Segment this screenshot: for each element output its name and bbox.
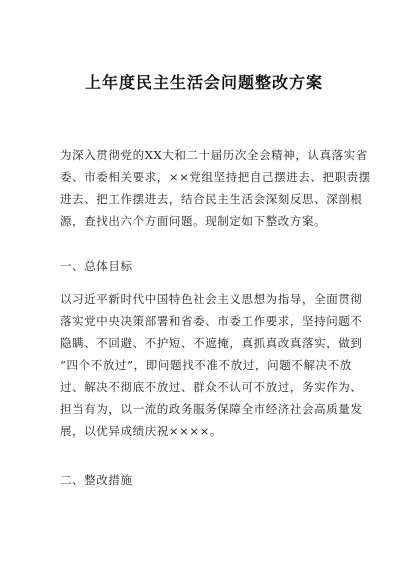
goals-line: “四个不放过”，即问题找不准不放过，问题不解决不放 <box>60 358 352 372</box>
goals-line: 隐瞒、不回避、不护短、不遮掩，真抓真改真落实，做到 <box>60 336 363 350</box>
goals-line: 落实党中央决策部署和省委、市委工作要求，坚持问题不 <box>60 314 363 328</box>
section-heading-measures: 二、整改措施 <box>60 473 133 487</box>
goals-line: 担当有为，以一流的政务服务保障全市经济社会高质量发 <box>60 402 363 416</box>
intro-paragraph <box>60 144 371 232</box>
intro-line: 源，查找出六个方面问题。现制定如下整改方案。 <box>60 214 327 228</box>
intro-line: 为深入贯彻党的XX大和二十届历次全会精神，认真落实省 <box>60 148 368 162</box>
section-heading-goals: 一、总体目标 <box>60 259 133 273</box>
goals-paragraph <box>60 288 363 442</box>
goals-line: 以习近平新时代中国特色社会主义思想为指导，全面贯彻 <box>60 292 363 306</box>
goals-line: 过、解决不彻底不放过、群众不认可不放过，务实作为、 <box>60 380 363 394</box>
goals-line: 展，以优异成绩庆祝××××。 <box>60 424 222 438</box>
document-title: 上年度民主生活会问题整改方案 <box>84 73 323 92</box>
intro-line: 委、市委相关要求，××党组坚持把自己摆进去、把职责摆 <box>60 170 371 184</box>
intro-line: 进去、把工作摆进去，结合民主生活会深刻反思、深剖根 <box>60 192 363 206</box>
